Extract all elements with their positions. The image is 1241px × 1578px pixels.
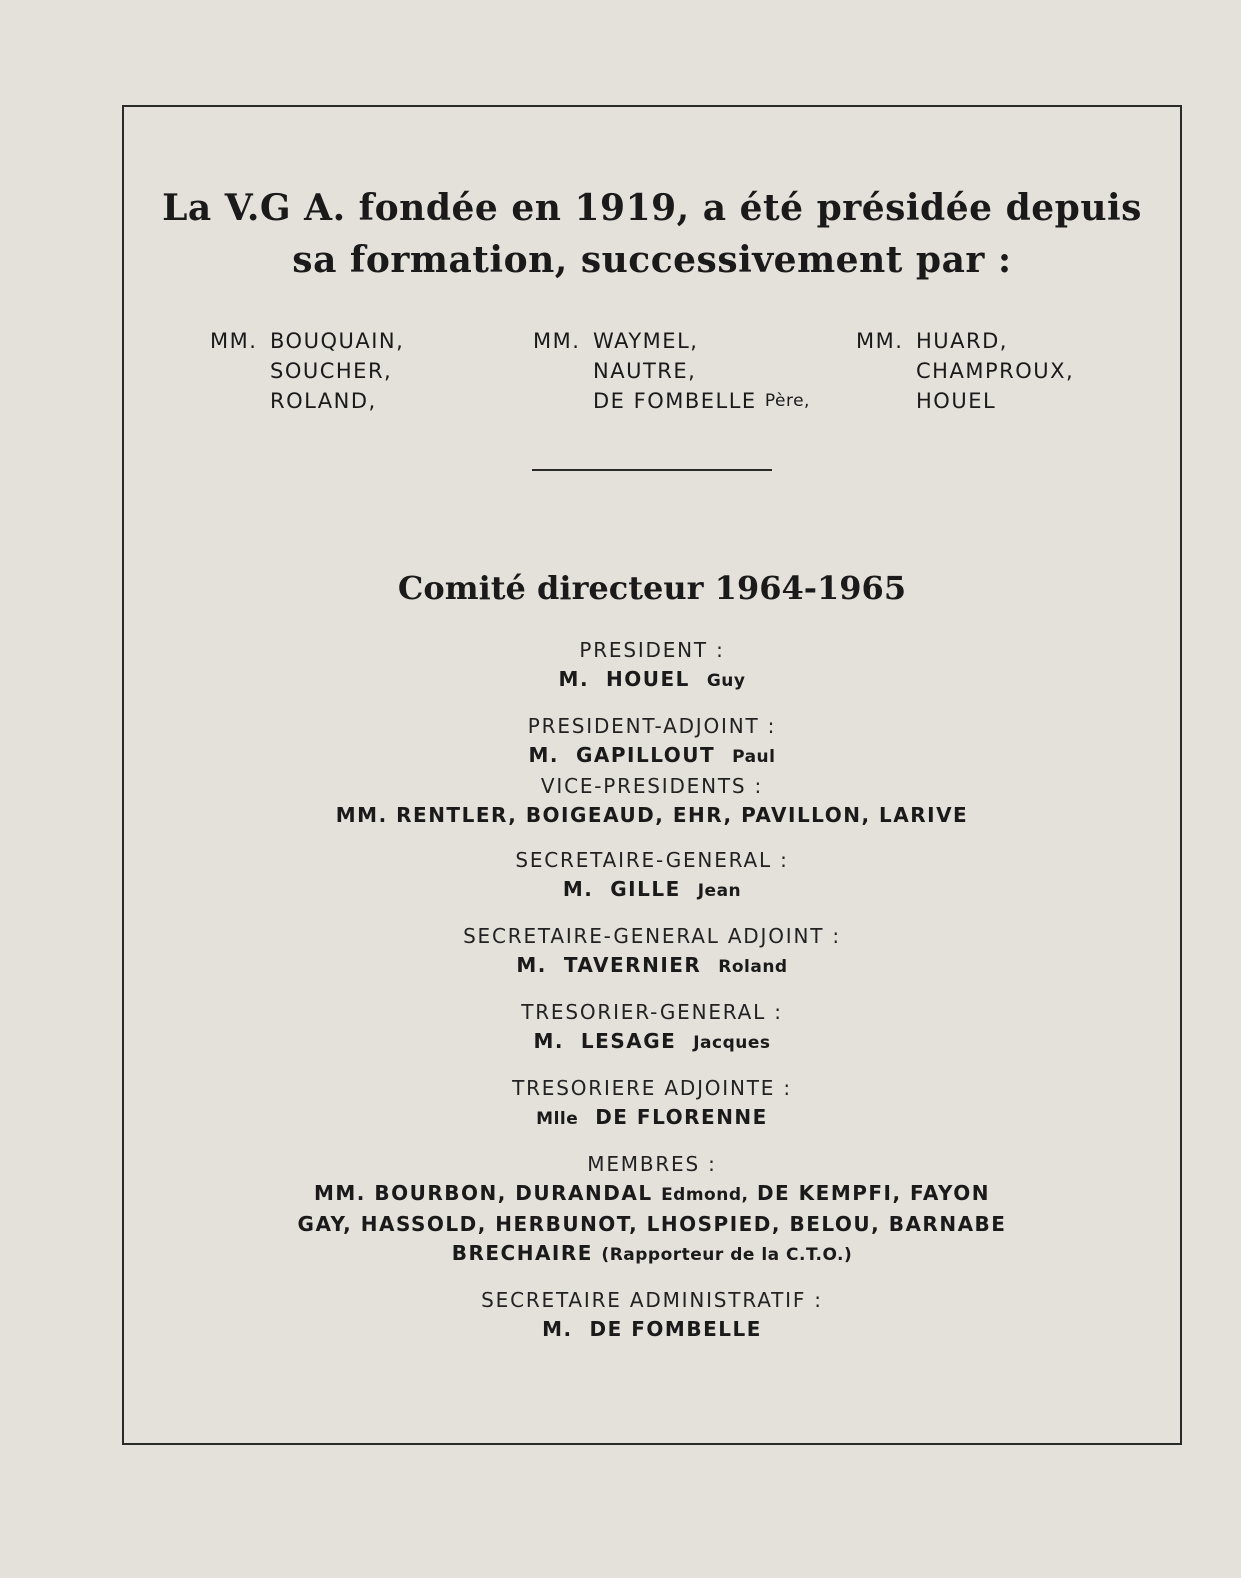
president-name: NAUTRE, bbox=[593, 359, 697, 383]
president-name: ROLAND, bbox=[270, 389, 377, 413]
president-suffix: Père, bbox=[764, 391, 810, 411]
member-name: M. GILLE Jean bbox=[562, 877, 742, 901]
role-label: TRESORIERE ADJOINTE : bbox=[512, 1076, 792, 1100]
committee-list bbox=[122, 636, 1182, 1344]
role-label: SECRETAIRE-GENERAL ADJOINT : bbox=[463, 924, 841, 948]
presidents-column-2 bbox=[533, 326, 810, 416]
committee-title: Comité directeur 1964-1965 bbox=[397, 569, 907, 607]
role-label: PRESIDENT : bbox=[579, 638, 725, 662]
member-name: M. HOUEL Guy bbox=[558, 667, 746, 691]
member-names: MM. RENTLER, BOIGEAUD, EHR, PAVILLON, LARIVE bbox=[335, 803, 969, 827]
member-name: Mlle DE FLORENNE bbox=[536, 1105, 768, 1129]
president-name: CHAMPROUX, bbox=[916, 359, 1075, 383]
president-name: DE FOMBELLE bbox=[593, 389, 757, 413]
role-label: SECRETAIRE ADMINISTRATIF : bbox=[481, 1288, 823, 1312]
presidents-column-3 bbox=[856, 326, 1074, 416]
member-name: M. GAPILLOUT Paul bbox=[528, 743, 776, 767]
member-name: M. TAVERNIER Roland bbox=[516, 953, 788, 977]
president-name: HOUEL bbox=[916, 389, 997, 413]
section-divider bbox=[532, 469, 772, 471]
presidents-column-1 bbox=[210, 326, 404, 416]
role-label: VICE-PRESIDENTS : bbox=[540, 774, 764, 798]
member-names-line-1: MM. BOURBON, DURANDAL Edmond, DE KEMPFI, FAYON bbox=[314, 1181, 990, 1205]
heading-line-2: sa formation, successivement par : bbox=[292, 239, 1012, 281]
president-name: BOUQUAIN, bbox=[270, 329, 405, 353]
president-name: SOUCHER, bbox=[270, 359, 393, 383]
president-name: HUARD, bbox=[916, 329, 1008, 353]
member-name: M. DE FOMBELLE bbox=[542, 1317, 762, 1341]
role-label: MEMBRES : bbox=[587, 1152, 717, 1176]
role-label: SECRETAIRE-GENERAL : bbox=[515, 848, 789, 872]
member-names-line-3: BRECHAIRE (Rapporteur de la C.T.O.) bbox=[451, 1241, 853, 1265]
column-prefix: MM. bbox=[533, 329, 581, 353]
role-label: PRESIDENT-ADJOINT : bbox=[527, 714, 777, 738]
role-label: TRESORIER-GENERAL : bbox=[521, 1000, 783, 1024]
member-names-line-2: GAY, HASSOLD, HERBUNOT, LHOSPIED, BELOU, BARNABE bbox=[297, 1212, 1007, 1236]
member-name: M. LESAGE Jacques bbox=[533, 1029, 771, 1053]
column-prefix: MM. bbox=[856, 329, 904, 353]
column-prefix: MM. bbox=[210, 329, 258, 353]
heading-line-1: La V.G A. fondée en 1919, a été présidée depuis bbox=[162, 187, 1142, 229]
president-name: WAYMEL, bbox=[593, 329, 699, 353]
page-heading bbox=[122, 182, 1182, 286]
